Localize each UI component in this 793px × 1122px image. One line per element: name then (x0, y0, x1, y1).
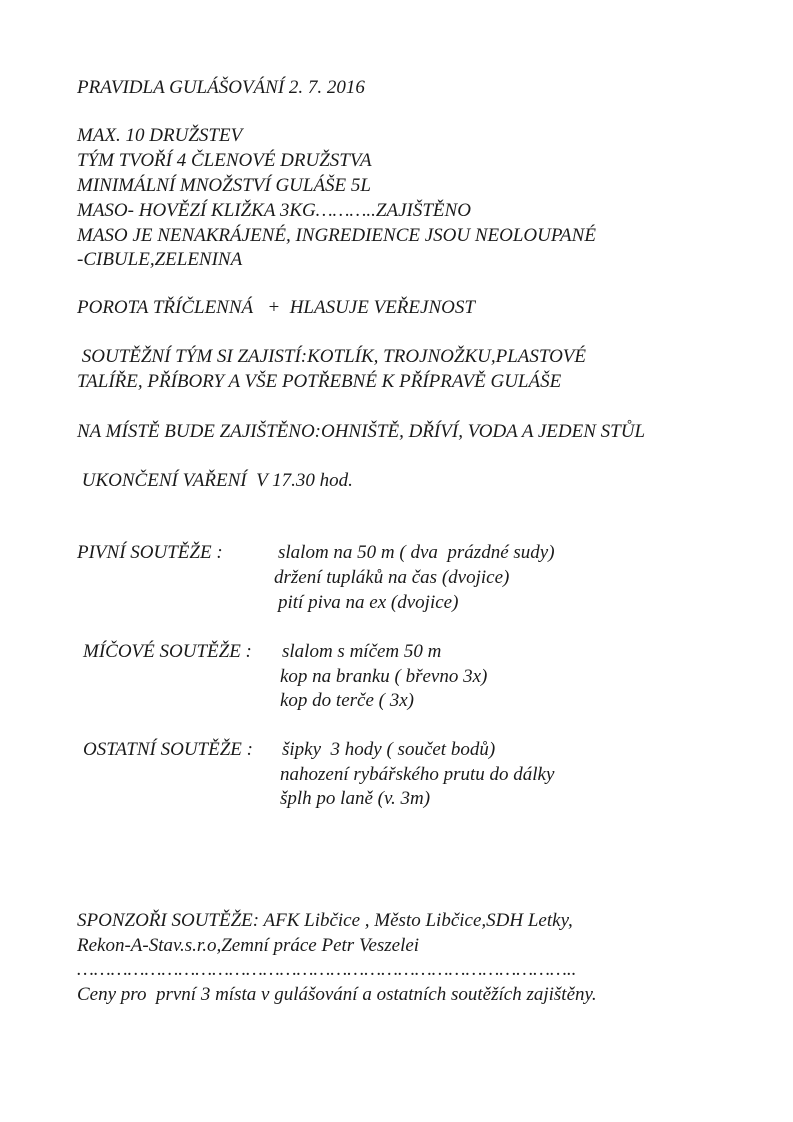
competition-item: šplh po laně (v. 3m) (280, 788, 431, 809)
rule-line: MASO JE NENAKRÁJENÉ, INGREDIENCE JSOU NEOLOUPANÉ (77, 225, 596, 246)
rule-line: MINIMÁLNÍ MNOŽSTVÍ GULÁŠE 5L (77, 175, 371, 196)
sponsors-line: SPONZOŘI SOUTĚŽE: AFK Libčice , Město Libčice,SDH Letky, (77, 910, 573, 931)
sponsors-line: Rekon-A-Stav.s.r.o,Zemní práce Petr Veszelei (77, 935, 420, 956)
team-provides-line: SOUTĚŽNÍ TÝM SI ZAJISTÍ:KOTLÍK, TROJNOŽKU,PLASTOVÉ (77, 346, 587, 367)
competition-item: kop do terče ( 3x) (280, 690, 414, 711)
competition-item: slalom na 50 m ( dva prázdné sudy) (278, 542, 555, 563)
other-competitions-label: OSTATNÍ SOUTĚŽE : (83, 739, 253, 760)
on-site-line: NA MÍSTĚ BUDE ZAJIŠTĚNO:OHNIŠTĚ, DŘÍVÍ, VODA A JEDEN STŮL (77, 421, 646, 442)
rule-line: -CIBULE,ZELENINA (77, 249, 243, 270)
rule-line: MAX. 10 DRUŽSTEV (77, 125, 243, 146)
competition-item: držení tupláků na čas (dvojice) (274, 567, 510, 588)
jury-line: POROTA TŘÍČLENNÁ + HLASUJE VEŘEJNOST (77, 297, 475, 318)
prizes-line: Ceny pro první 3 místa v gulášování a ostatních soutěžích zajištěny. (77, 984, 597, 1005)
competition-item: šipky 3 hody ( součet bodů) (282, 739, 496, 760)
rule-line: TÝM TVOŘÍ 4 ČLENOVÉ DRUŽSTVA (77, 150, 372, 171)
competition-item: pití piva na ex (dvojice) (278, 592, 459, 613)
beer-competitions-label: PIVNÍ SOUTĚŽE : (77, 542, 223, 563)
dotted-separator: …………………………………………………………………………….. (77, 959, 577, 980)
competition-item: slalom s míčem 50 m (282, 641, 442, 662)
competition-item: nahození rybářského prutu do dálky (280, 764, 555, 785)
competition-item: kop na branku ( břevno 3x) (280, 666, 488, 687)
cooking-end-line: UKONČENÍ VAŘENÍ V 17.30 hod. (77, 470, 353, 491)
rule-line: MASO- HOVĚZÍ KLIŽKA 3KG………..ZAJIŠTĚNO (77, 200, 471, 221)
ball-competitions-label: MÍČOVÉ SOUTĚŽE : (83, 641, 252, 662)
team-provides-line: TALÍŘE, PŘÍBORY A VŠE POTŘEBNÉ K PŘÍPRAVĚ GULÁŠE (77, 371, 562, 392)
page-title: PRAVIDLA GULÁŠOVÁNÍ 2. 7. 2016 (77, 77, 365, 98)
